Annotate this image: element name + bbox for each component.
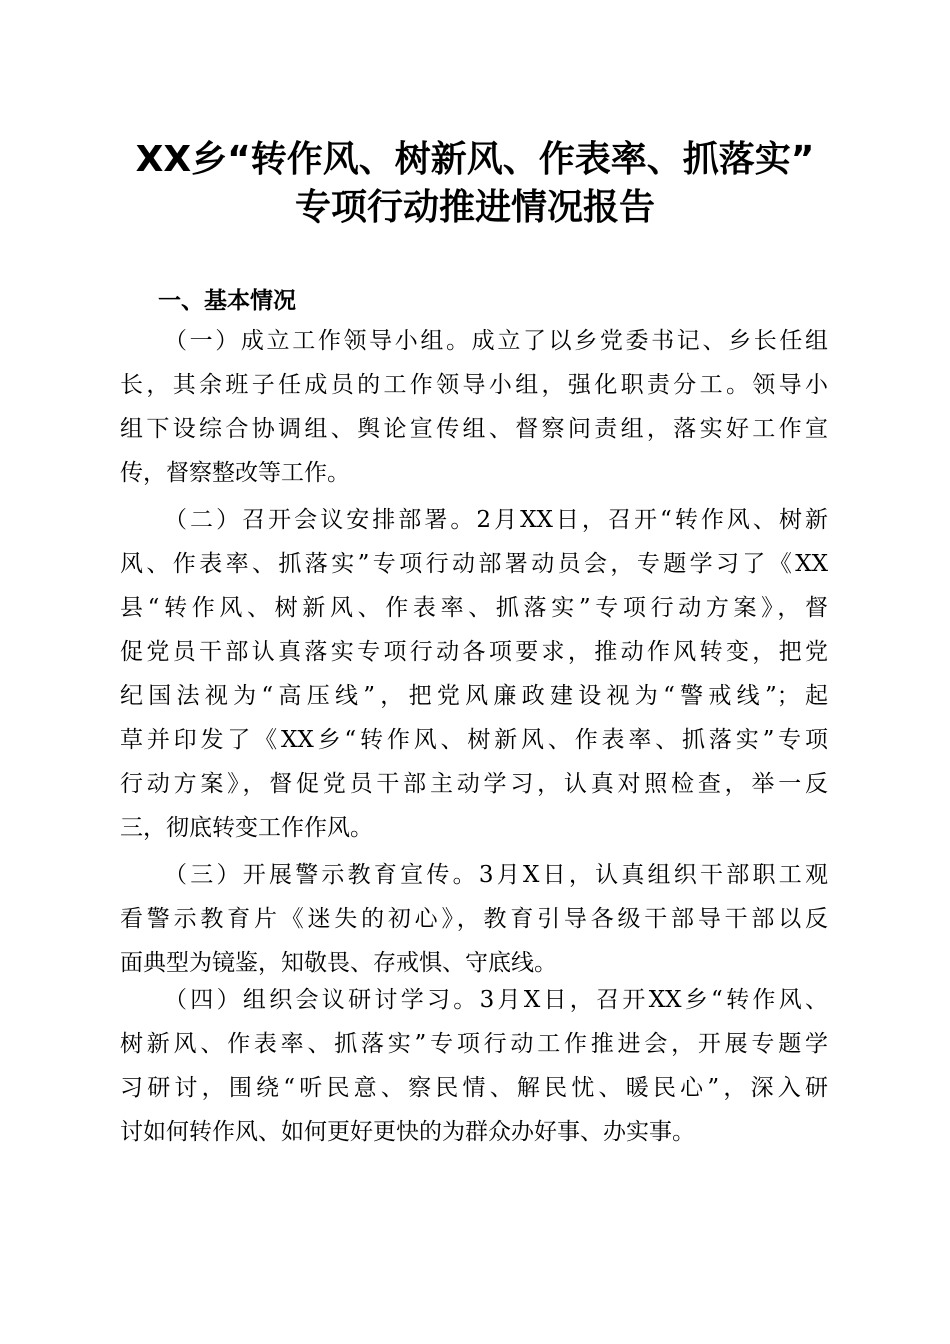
- paragraph-line: 看警示教育片《迷失的初心》，教育引导各级干部导干部以反: [120, 906, 828, 932]
- paragraph-line: 讨如何转作风、如何更好更快的为群众办好事、办实事。: [120, 1119, 695, 1145]
- paragraph-line: （一）成立工作领导小组。成立了以乡党委书记、乡长任组: [164, 328, 828, 354]
- paragraph-line: 行动方案》，督促党员干部主动学习，认真对照检查，举一反: [120, 771, 828, 797]
- paragraph-line: 习研讨，围绕“听民意、察民情、解民忧、暖民心”，深入研: [120, 1075, 828, 1101]
- paragraph-line: 面典型为镜鉴，知敬畏、存戒惧、守底线。: [120, 950, 557, 976]
- paragraph-line: 长，其余班子任成员的工作领导小组，强化职责分工。领导小: [120, 372, 828, 398]
- paragraph-line: 促党员干部认真落实专项行动各项要求，推动作风转变，把党: [120, 639, 828, 665]
- document-title-line-1: XX乡“转作风、树新风、作表率、抓落实”: [135, 139, 815, 180]
- paragraph-line: 组下设综合协调组、舆论宣传组、督察问责组，落实好工作宣: [120, 416, 828, 442]
- paragraph-line: 草并印发了《XX乡“转作风、树新风、作表率、抓落实”专项: [120, 727, 828, 753]
- paragraph-line: （二）召开会议安排部署。2月XX日，召开“转作风、树新: [164, 507, 828, 533]
- paragraph-line: 传，督察整改等工作。: [120, 460, 350, 486]
- section-heading-basic-situation: 一、基本情况: [158, 288, 296, 314]
- paragraph-line: （四）组织会议研讨学习。3月X日，召开XX乡“转作风、: [164, 987, 828, 1013]
- paragraph-line: 县“转作风、树新风、作表率、抓落实”专项行动方案》，督: [120, 595, 828, 621]
- paragraph-line: 风、作表率、抓落实”专项行动部署动员会，专题学习了《XX: [120, 551, 828, 577]
- paragraph-line: 三，彻底转变工作作风。: [120, 815, 373, 841]
- paragraph-line: 树新风、作表率、抓落实”专项行动工作推进会，开展专题学: [120, 1031, 828, 1057]
- paragraph-line: （三）开展警示教育宣传。3月X日，认真组织干部职工观: [164, 862, 828, 888]
- paragraph-line: 纪国法视为“高压线”，把党风廉政建设视为“警戒线”；起: [120, 683, 828, 709]
- document-title-line-2: 专项行动推进情况报告: [294, 187, 655, 228]
